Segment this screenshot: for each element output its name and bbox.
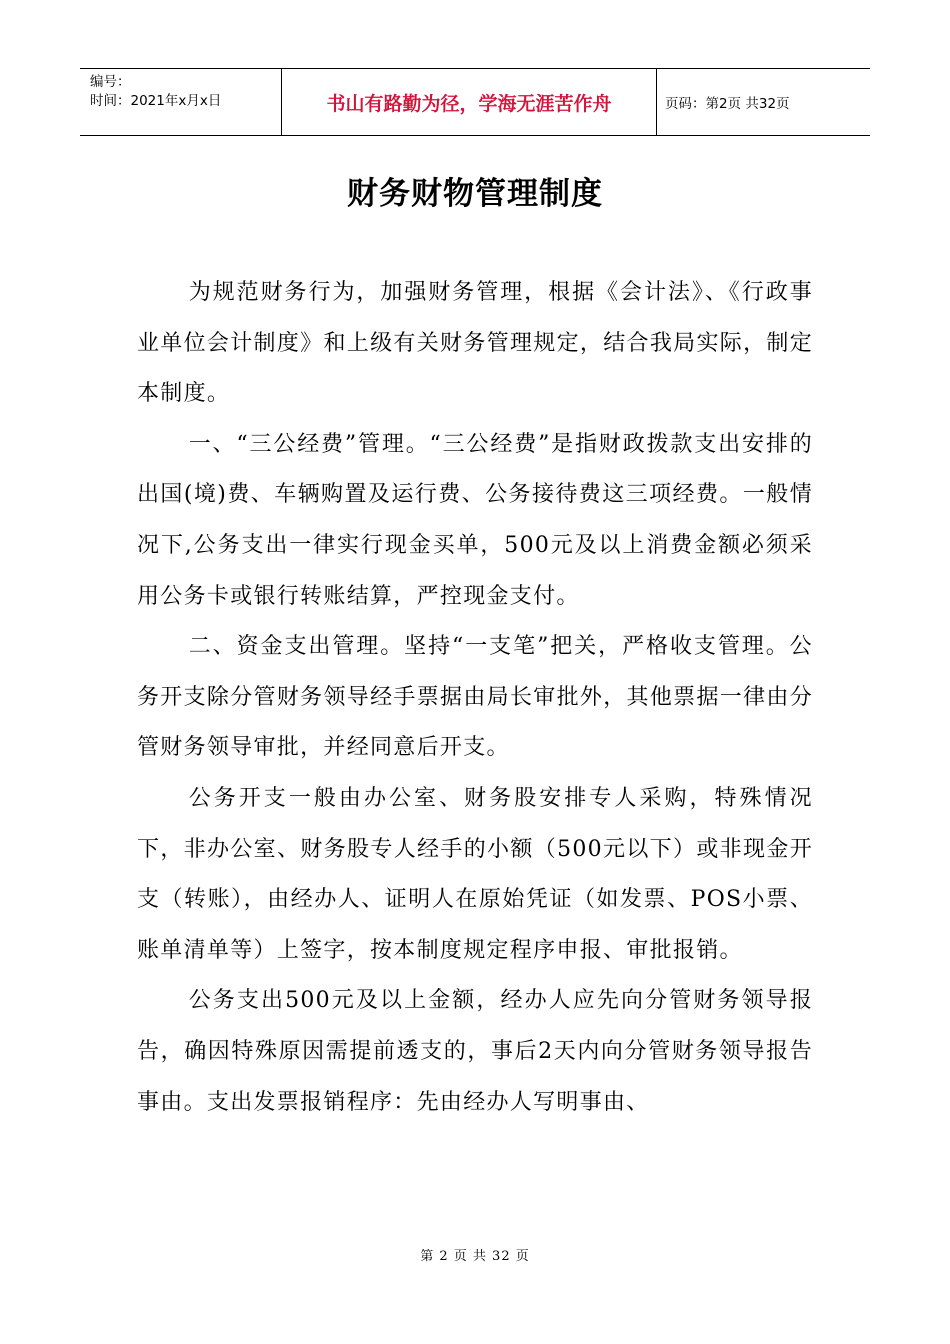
page-info: 页码：第2页 共32页 [665,96,790,112]
page-footer: 第 2 页 共 32 页 [420,1249,530,1264]
header-page-cell [657,69,870,135]
paragraph: 公务支出500元及以上金额，经办人应先向分管财务领导报告，确因特殊原因需提前透支的，事后2天内向分管财务领导报告事由。支出发票报销程序：先由经办人写明事由、 [137,988,813,1115]
document-body [137,268,813,1128]
paragraph: 公务开支一般由办公室、财务股安排专人采购，特殊情况下，非办公室、财务股专人经手的小额（500元以下）或非现金开支（转账），由经办人、证明人在原始凭证（如发票、POS小票、账单清单等）上签字，按本制度规定程序申报、审批报销。 [137,785,813,963]
header-motto-cell [282,69,657,135]
paragraph: 一、“三公经费”管理。“三公经费”是指财政拨款支出安排的出国(境)费、车辆购置及运行费、公务接待费这三项经费。一般情况下,公务支出一律实行现金买单，500元及以上消费金额必须采用公务卡或银行转账结算，严控现金支付。 [137,431,813,609]
motto-text: 书山有路勤为径，学海无涯苦作舟 [326,92,612,115]
paragraph: 二、资金支出管理。坚持“一支笔”把关，严格收支管理。公务开支除分管财务领导经手票据由局长审批外，其他票据一律由分管财务领导审批，并经同意后开支。 [137,634,813,761]
header-meta-cell [80,69,282,135]
header-table [80,68,870,136]
paragraph: 为规范财务行为，加强财务管理，根据《会计法》、《行政事业单位会计制度》和上级有关财务管理规定，结合我局实际，制定本制度。 [137,280,813,407]
number-label: 编号： [90,74,131,90]
document-title: 财务财物管理制度 [347,176,603,212]
date-label: 时间：2021年x月x日 [90,93,222,109]
